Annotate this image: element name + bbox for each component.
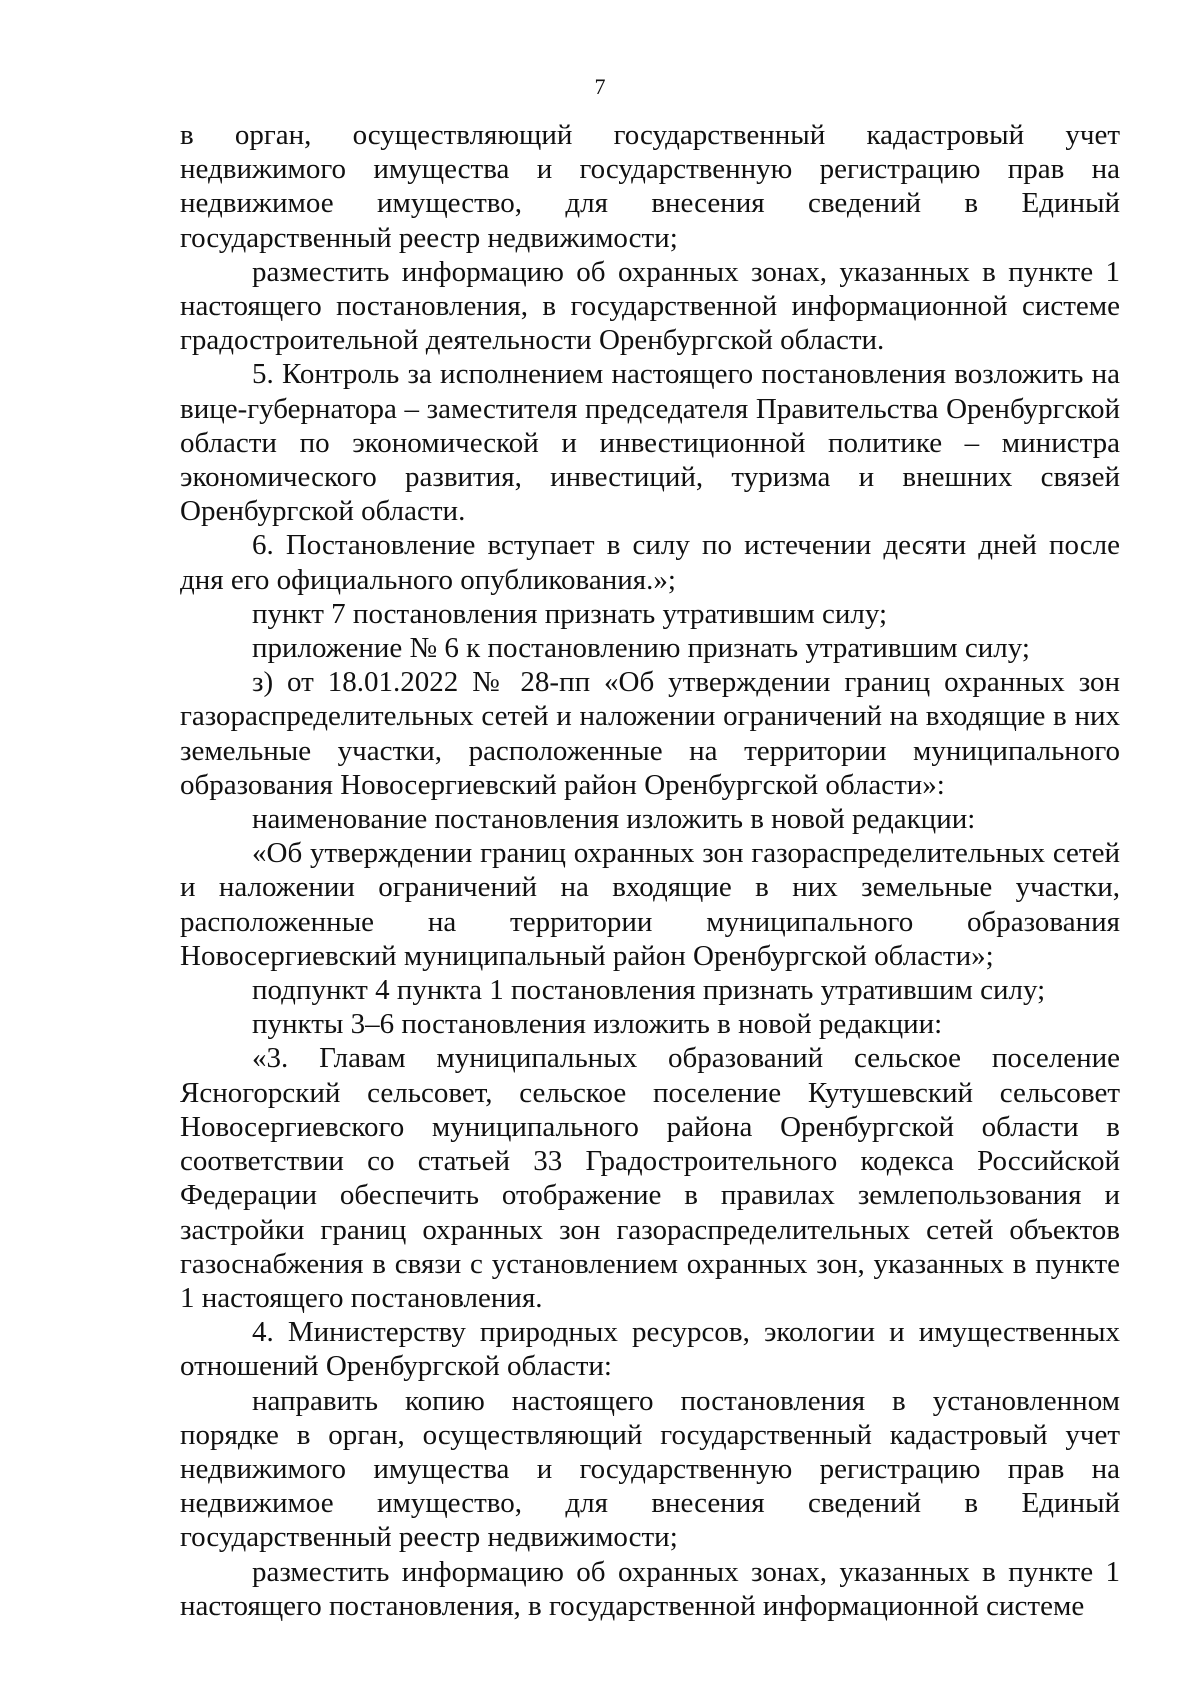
paragraph: з) от 18.01.2022 № 28-пп «Об утверждении границ охранных зон газораспределительных сетей и наложении ограничений на входящие в них земельные участки, расположенные на территории муниципального образования Новосергиевский район Оренбургской области»:: [180, 666, 1120, 801]
page-number: 7: [594, 74, 606, 99]
paragraph: «Об утверждении границ охранных зон газораспределительных сетей и наложении ограничений на входящие в них земельные участки, расположенные на территории муниципального образования Новосергиевский муниципальный район Оренбургской области»;: [180, 837, 1120, 972]
paragraph: подпункт 4 пункта 1 постановления признать утратившим силу;: [252, 974, 1046, 1007]
paragraph: наименование постановления изложить в новой редакции:: [252, 803, 976, 836]
paragraph: пункт 7 постановления признать утратившим силу;: [252, 597, 888, 630]
paragraph: 4. Министерству природных ресурсов, экологии и имущественных отношений Оренбургской области:: [180, 1316, 1120, 1383]
paragraph: направить копию настоящего постановления в установленном порядке в орган, осуществляющий государственный кадастровый учет недвижимого имущества и государственную регистрацию прав на недвижимое имущество, для внесения сведений в Единый государственный реестр недвижимости;: [180, 1384, 1120, 1554]
paragraph: 6. Постановление вступает в силу по истечении десяти дней после дня его официального опубликования.»;: [180, 529, 1120, 596]
document-body: [180, 118, 1120, 1623]
paragraph: «3. Главам муниципальных образований сельское поселение Ясногорский сельсовет, сельское поселение Кутушевский сельсовет Новосергиевского муниципального района Оренбургской области в соответствии со статьей 33 Градостроительного кодекса Российской Федерации обеспечить отображение в правилах землепользования и застройки границ охранных зон газораспределительных сетей объектов газоснабжения в связи с установлением охранных зон, указанных в пункте 1 настоящего постановления.: [180, 1042, 1120, 1314]
paragraph: пункты 3–6 постановления изложить в новой редакции:: [252, 1008, 943, 1041]
paragraph: в орган, осуществляющий государственный кадастровый учет недвижимого имущества и государственную регистрацию прав на недвижимое имущество, для внесения сведений в Единый государственный реестр недвижимости;: [180, 119, 1120, 254]
paragraph: разместить информацию об охранных зонах, указанных в пункте 1 настоящего постановления, в государственной информационной системе градостроительной деятельности Оренбургской области.: [180, 255, 1120, 357]
paragraph: разместить информацию об охранных зонах, указанных в пункте 1 настоящего постановления, в государственной информационной системе: [180, 1555, 1120, 1622]
paragraph: 5. Контроль за исполнением настоящего постановления возложить на вице-губернатора – заместителя председателя Правительства Оренбургской области по экономической и инвестиционной политике – министра экономического развития, инвестиций, туризма и внешних связей Оренбургской области.: [180, 358, 1120, 528]
paragraph: приложение № 6 к постановлению признать утратившим силу;: [252, 632, 1030, 665]
